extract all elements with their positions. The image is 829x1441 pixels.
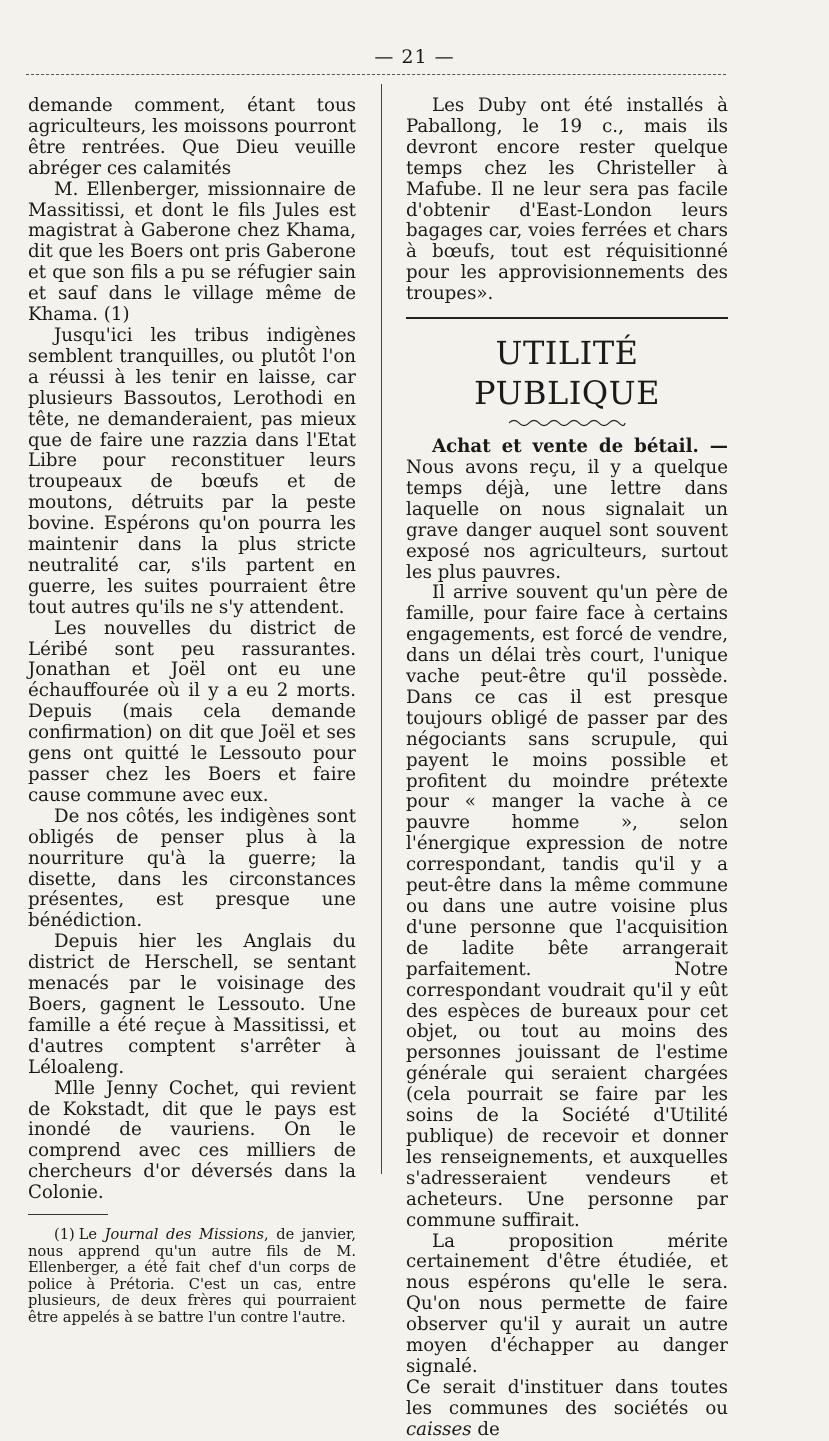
section-first-paragraph-text: Nous avons reçu, il y a quelque temps déjà, une lettre dans laquelle on nous signalait un grave danger auquel sont souvent exposé nos agriculteurs, surtout les plus pauvres. [406,456,728,583]
section-first-paragraph [406,437,728,583]
page-number: — 21 — [374,46,455,68]
footnote-journal-title: Journal des Missions [104,1226,264,1244]
left-paragraph-continued: demande comment, étant tous agriculteurs, les moissons pourront être rentrées. Que Dieu veuille abréger ces calamités [28,95,356,179]
right-last-line [406,1378,728,1441]
footnote-rule [28,1214,108,1215]
section-title: UTILITÉ PUBLIQUE [474,334,660,413]
right-paragraph: La proposition mérite certainement d'être étudiée, et nous espérons qu'elle le sera. Qu'on nous permette de faire observer qu'il y aurait un autre moyen d'échapper au danger signalé. [406,1230,728,1377]
footnote-text-start: Le [78,1226,105,1244]
left-paragraph: De nos côtés, les indigènes sont obligés de penser plus à la nourriture qu'à la guerre; la disette, dans les circonstances présentes, est presque une bénédiction. [28,805,356,932]
footnote [28,1227,356,1327]
right-last-line-end: de [471,1418,500,1440]
left-paragraph: M. Ellenberger, missionnaire de Massitissi, et dont le fils Jules est magistrat à Gaberone chez Khama, dit que les Boers ont pris Gaberone et que son fils a pu se réfugier sain et sauf dans le village même de Khama. (1) [28,178,356,326]
right-last-line-italic: caisses [406,1418,472,1440]
right-paragraph: Il arrive souvent qu'un père de famille, pour faire face à certains engagements, est forcé de vendre, dans un délai très court, l'unique vache peut-être qu'il possède. Dans ce cas il est presque toujours obligé de passer par des négociants sans scrupule, qui payent le moins possible et profitent du moindre prétexte pour « manger la vache à ce pauvre homme », selon l'énergique expression de notre correspondant, tandis qu'il y a peut-être dans la même commune ou dans une autre voisine plus d'une personne que l'acquisition de ladite bête arrangerait parfaitement. Notre correspondant voudrait qu'il y eût des espèces de bureaux pour cet objet, ou tout au moins des personnes jouissant de l'estime générale qui seraient chargées (cela pourrait se faire par les soins de la Société d'Utilité publique) de recevoir et donner les renseignements, et auxquelles s'adresseraient vendeurs et acheteurs. Une personne par commune suffirait. [406,582,728,1231]
footnote-marker: (1) [54,1226,75,1244]
section-rule [406,317,728,319]
right-last-line-start: Ce serait d'instituer dans toutes les communes des sociétés ou [406,1376,728,1419]
left-paragraph: Jusqu'ici les tribus indigènes semblent tranquilles, ou plutôt l'on a réussi à les tenir en laisse, car plusieurs Bassoutos, Lerothodi en tête, ne demanderaient, pas mieux que de faire une razzia dans l'Etat Libre pour reconstituer leurs troupeaux de bœufs et de moutons, détruits par la peste bovine. Espérons qu'on pourra les maintenir dans la plus stricte neutralité car, s'ils partent en guerre, les suites pourraient être tout autres qu'ils ne s'y attendent. [28,324,356,618]
column-divider [381,84,382,1174]
left-paragraph: Depuis hier les Anglais du district de Herschell, se sentant menacés par le voisinage des Boers, gagnent le Lessouto. Une famille a été reçue à Massitissi, et d'autres comptent s'arrêter à Léloaleng. [28,931,356,1078]
footnote-text-rest: , de janvier, nous apprend qu'un autre fils de M. Ellenberger, a été fait chef d'un corps de police à Prétoria. C'est un cas, entre plusieurs, de deux frères qui pourraient être appelés à se battre l'un contre l'autre. [28,1226,356,1326]
right-column [406,96,728,1441]
left-paragraph: Mlle Jenny Cochet, qui revient de Kokstadt, dit que le pays est inondé de vauriens. On le comprend avec ces milliers de chercheurs d'or déversés dans la Colonie. [28,1077,356,1204]
header-rule [26,74,726,75]
left-column [28,96,356,1327]
wavy-ornament [507,417,627,429]
right-intro-paragraph: Les Duby ont été installés à Paballong, le 19 c., mais ils devront encore rester quelque temps chez les Christeller à Mafube. Il ne leur sera pas facile d'obtenir d'East-London leurs bagages car, voies ferrées et chars à bœufs, tout est réquisitionné pour les approvisionnements des troupes». [406,95,728,305]
section-subhead: Achat et vente de bétail. — [432,436,728,458]
left-paragraph: Les nouvelles du district de Léribé sont peu rassurantes. Jonathan et Joël ont eu une échauffourée où il y a eu 2 morts. Depuis (mais cela demande confirmation) on dit que Joël et ses gens ont quitté le Lessouto pour passer chez les Boers et faire cause commune avec eux. [28,617,356,806]
